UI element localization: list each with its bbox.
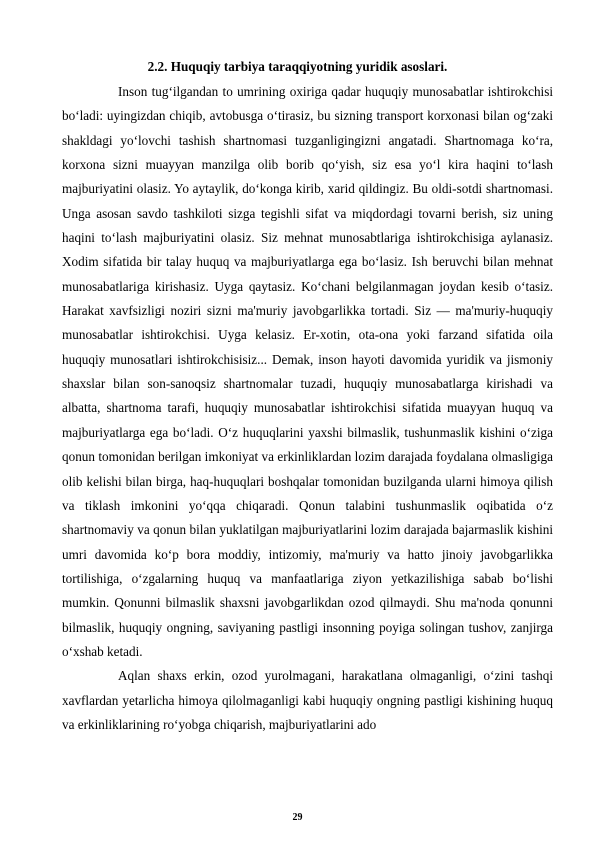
paragraph-1: Inson tug‘ilgandan to umrining oxiriga qadar huquqiy munosabatlar ishtirokchisi bo‘ladi: uyingizdan chiqib, avtobusga o‘tirasiz, bu sizning transport korxonasi bilan og‘zaki shakldagi yo‘lovchi tashish shartnomasi tuzganligingizni angatadi. Shartnomaga ko‘ra, korxona sizni muayyan manzilga olib borib qo‘yish, siz esa yo‘l kira haqini to‘lash majburiyatini olasiz. Yo aytaylik, do‘konga kirib, xarid qildingiz. Bu oldi-sotdi shartnomasi. Unga asosan savdo tashkiloti sizga tegishli sifat va miqdordagi tovarni berish, siz uning haqini to‘lash majburiyatini olasiz. Siz mehnat munosabtlariga ishtirokchisiga aylanasiz. Xodim sifatida bir talay huquq va majburiyatlarga ega bo‘lasiz. Ish beruvchi bilan mehnat munosabatlariga kirishasiz. Uyga qaytasiz. Ko‘chani belgilanmagan joydan kesib o‘tasiz. Harakat xavfsizligi noziri sizni ma'muriy javobgarlikka tortadi. Siz — ma'muriy-huquqiy munosabatlar ishtirokchisi. Uyga kelasiz. Er-xotin, ota-ona yoki farzand sifatida oila huquqiy munosatlari ishtirokchisisiz... Demak, inson hayoti davomida yuridik va jismoniy shaxslar bilan son-sanoqsiz shartnomalar tuzadi, huquqiy munosabatlarga kirishadi va albatta, shartnoma tarafi, huquqiy munosabatlar ishtirokchisi sifatida muayyan huquq va majburiyatlarga ega bo‘ladi. O‘z huquqlarini yaxshi bilmaslik, tushunmaslik kishini o‘ziga qonun tomonidan berilgan imkoniyat va erkinliklardan lozim darajada foydalana olmasligiga olib kelishi bilan birga, haq-huquqlari boshqalar tomonidan buzilganda ularni himoya qilish va tiklash imkonini yo‘qqa chiqaradi. Qonun talabini tushunmaslik oqibatida o‘z shartnomaviy va qonun bilan yuklatilgan majburiyatlarini lozim darajada bajarmaslik kishini umri davomida ko‘p bora moddiy, intizomiy, ma'muriy va hatto jinoiy javobgarlikka tortilishiga, o‘zgalarning huquq va manfaatlariga ziyon yetkazilishiga sabab bo‘lishi mumkin. Qonunni bilmaslik shaxsni javobgarlikdan ozod qilmaydi. Shu ma'noda qonunni bilmaslik, huquqiy ongning, saviyaning pastligi insonning poyiga solingan tushov, zanjirga o‘xshab ketadi. [62,84,553,659]
page-number: 29 [292,812,303,823]
section-heading: 2.2. Huquqiy tarbiya taraqqiyotning yuridik asoslari. [147,59,448,74]
body-text [62,80,553,737]
paragraph-2: Aqlan shaxs erkin, ozod yurolmagani, harakatlana olmaganligi, o‘zini tashqi xavflardan yetarlicha himoya qilolmaganligi kabi huquqiy ongning pastligi kishining huquq va erkinliklarining ro‘yobga chiqarish, majburiyatlarini ado [62,668,553,732]
